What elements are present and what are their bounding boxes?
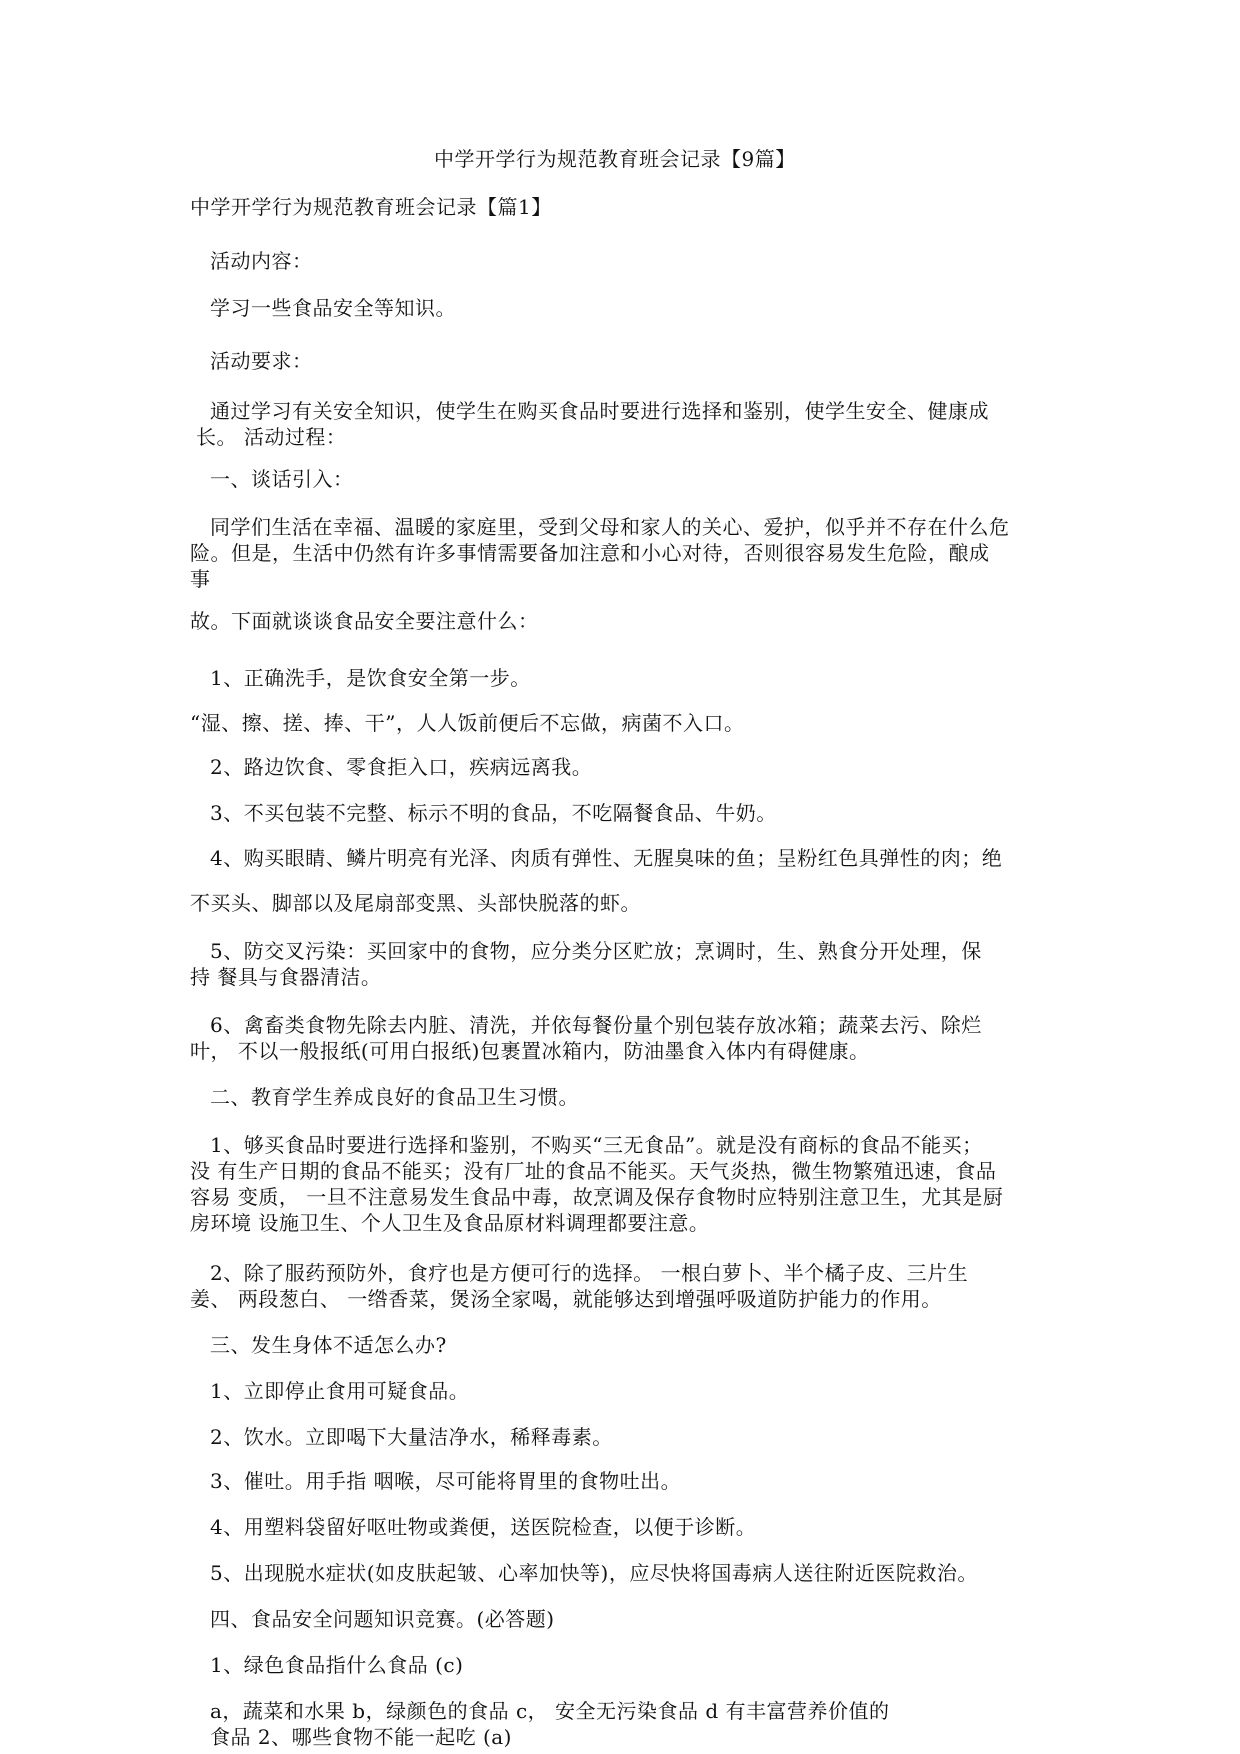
text-line: 1、够买食品时要进行选择和鉴别，不购买“三无食品”。就是没有商标的食品不能买； (210, 1133, 983, 1157)
text-line: 故。下面就谈谈食品安全要注意什么： (190, 609, 539, 633)
text-line: 活动要求： (210, 349, 313, 373)
text-line: 4、购买眼睛、鳞片明亮有光泽、肉质有弹性、无腥臭味的鱼；呈粉红色具弹性的肉；绝 (210, 846, 1003, 870)
text-line: 容易 变质， 一旦不注意易发生食品中毒，故烹调及保存食物时应特别注意卫生，尤其是厨 (190, 1185, 1004, 1209)
text-line: 4、用塑料袋留好呕吐物或粪便，送医院检查，以便于诊断。 (210, 1515, 757, 1539)
text-line: 学习一些食品安全等知识。 (210, 296, 456, 320)
text-line: 6、禽畜类食物先除去内脏、清洗，并依每餐份量个别包装存放冰箱；蔬菜去污、除烂 (210, 1013, 982, 1037)
text-line: 食品 2、哪些食物不能一起吃 (a) (210, 1725, 512, 1749)
text-line: “湿、擦、搓、捧、干”，人人饭前便后不忘做，病菌不入口。 (190, 711, 745, 735)
text-line: 2、除了服药预防外，食疗也是方便可行的选择。 一根白萝卜、半个橘子皮、三片生 (210, 1261, 969, 1285)
text-line: a，蔬菜和水果 b，绿颜色的食品 c， 安全无污染食品 d 有丰富营养价值的 (210, 1699, 890, 1723)
text-line: 不买头、脚部以及尾扇部变黑、头部快脱落的虾。 (190, 891, 641, 915)
text-line: 一、谈话引入： (210, 467, 354, 491)
text-line: 长。 活动过程： (196, 425, 347, 449)
text-line: 四、食品安全问题知识竞赛。(必答题) (210, 1607, 555, 1631)
text-line: 房环境 设施卫生、个人卫生及食品原材料调理都要注意。 (190, 1211, 710, 1235)
text-line: 险。但是，生活中仍然有许多事情需要备加注意和小心对待，否则很容易发生危险，酿成 (190, 541, 990, 565)
text-line: 1、绿色食品指什么食品 (c) (210, 1653, 464, 1677)
text-line: 2、饮水。立即喝下大量洁净水，稀释毒素。 (210, 1425, 613, 1449)
text-line: 事 (190, 567, 211, 591)
text-line: 没 有生产日期的食品不能买；没有厂址的食品不能买。天气炎热，微生物繁殖迅速，食品 (190, 1159, 997, 1183)
text-line: 持 餐具与食器清洁。 (190, 965, 382, 989)
text-line: 5、出现脱水症状(如皮肤起皱、心率加快等)，应尽快将国毒病人送往附近医院救治。 (210, 1561, 978, 1585)
text-line: 3、催吐。用手指 咽喉，尽可能将胃里的食物吐出。 (210, 1469, 682, 1493)
text-line: 1、立即停止食用可疑食品。 (210, 1379, 470, 1403)
text-line: 通过学习有关安全知识，使学生在购买食品时要进行选择和鉴别，使学生安全、健康成 (210, 399, 989, 423)
text-line: 1、正确洗手，是饮食安全第一步。 (210, 666, 531, 690)
text-line: 姜、 两段葱白、 一绺香菜，煲汤全家喝，就能够达到增强呼吸道防护能力的作用。 (190, 1287, 942, 1311)
text-line: 活动内容： (210, 249, 313, 273)
text-line: 3、不买包装不完整、标示不明的食品，不吃隔餐食品、牛奶。 (210, 801, 777, 825)
document-title: 中学开学行为规范教育班会记录【9篇】 (434, 147, 796, 171)
text-line: 同学们生活在幸福、温暖的家庭里，受到父母和家人的关心、爱护，似乎并不存在什么危 (210, 515, 1010, 539)
text-line: 二、教育学生养成良好的食品卫生习惯。 (210, 1085, 579, 1109)
text-line: 5、防交叉污染：买回家中的食物，应分类分区贮放；烹调时，生、熟食分开处理，保 (210, 939, 982, 963)
text-line: 三、发生身体不适怎么办? (210, 1333, 447, 1357)
section-heading: 中学开学行为规范教育班会记录【篇1】 (190, 195, 552, 219)
text-line: 叶， 不以一般报纸(可用白报纸)包裹置冰箱内，防油墨食入体内有碍健康。 (190, 1039, 870, 1063)
text-line: 2、路边饮食、零食拒入口，疾病远离我。 (210, 755, 593, 779)
